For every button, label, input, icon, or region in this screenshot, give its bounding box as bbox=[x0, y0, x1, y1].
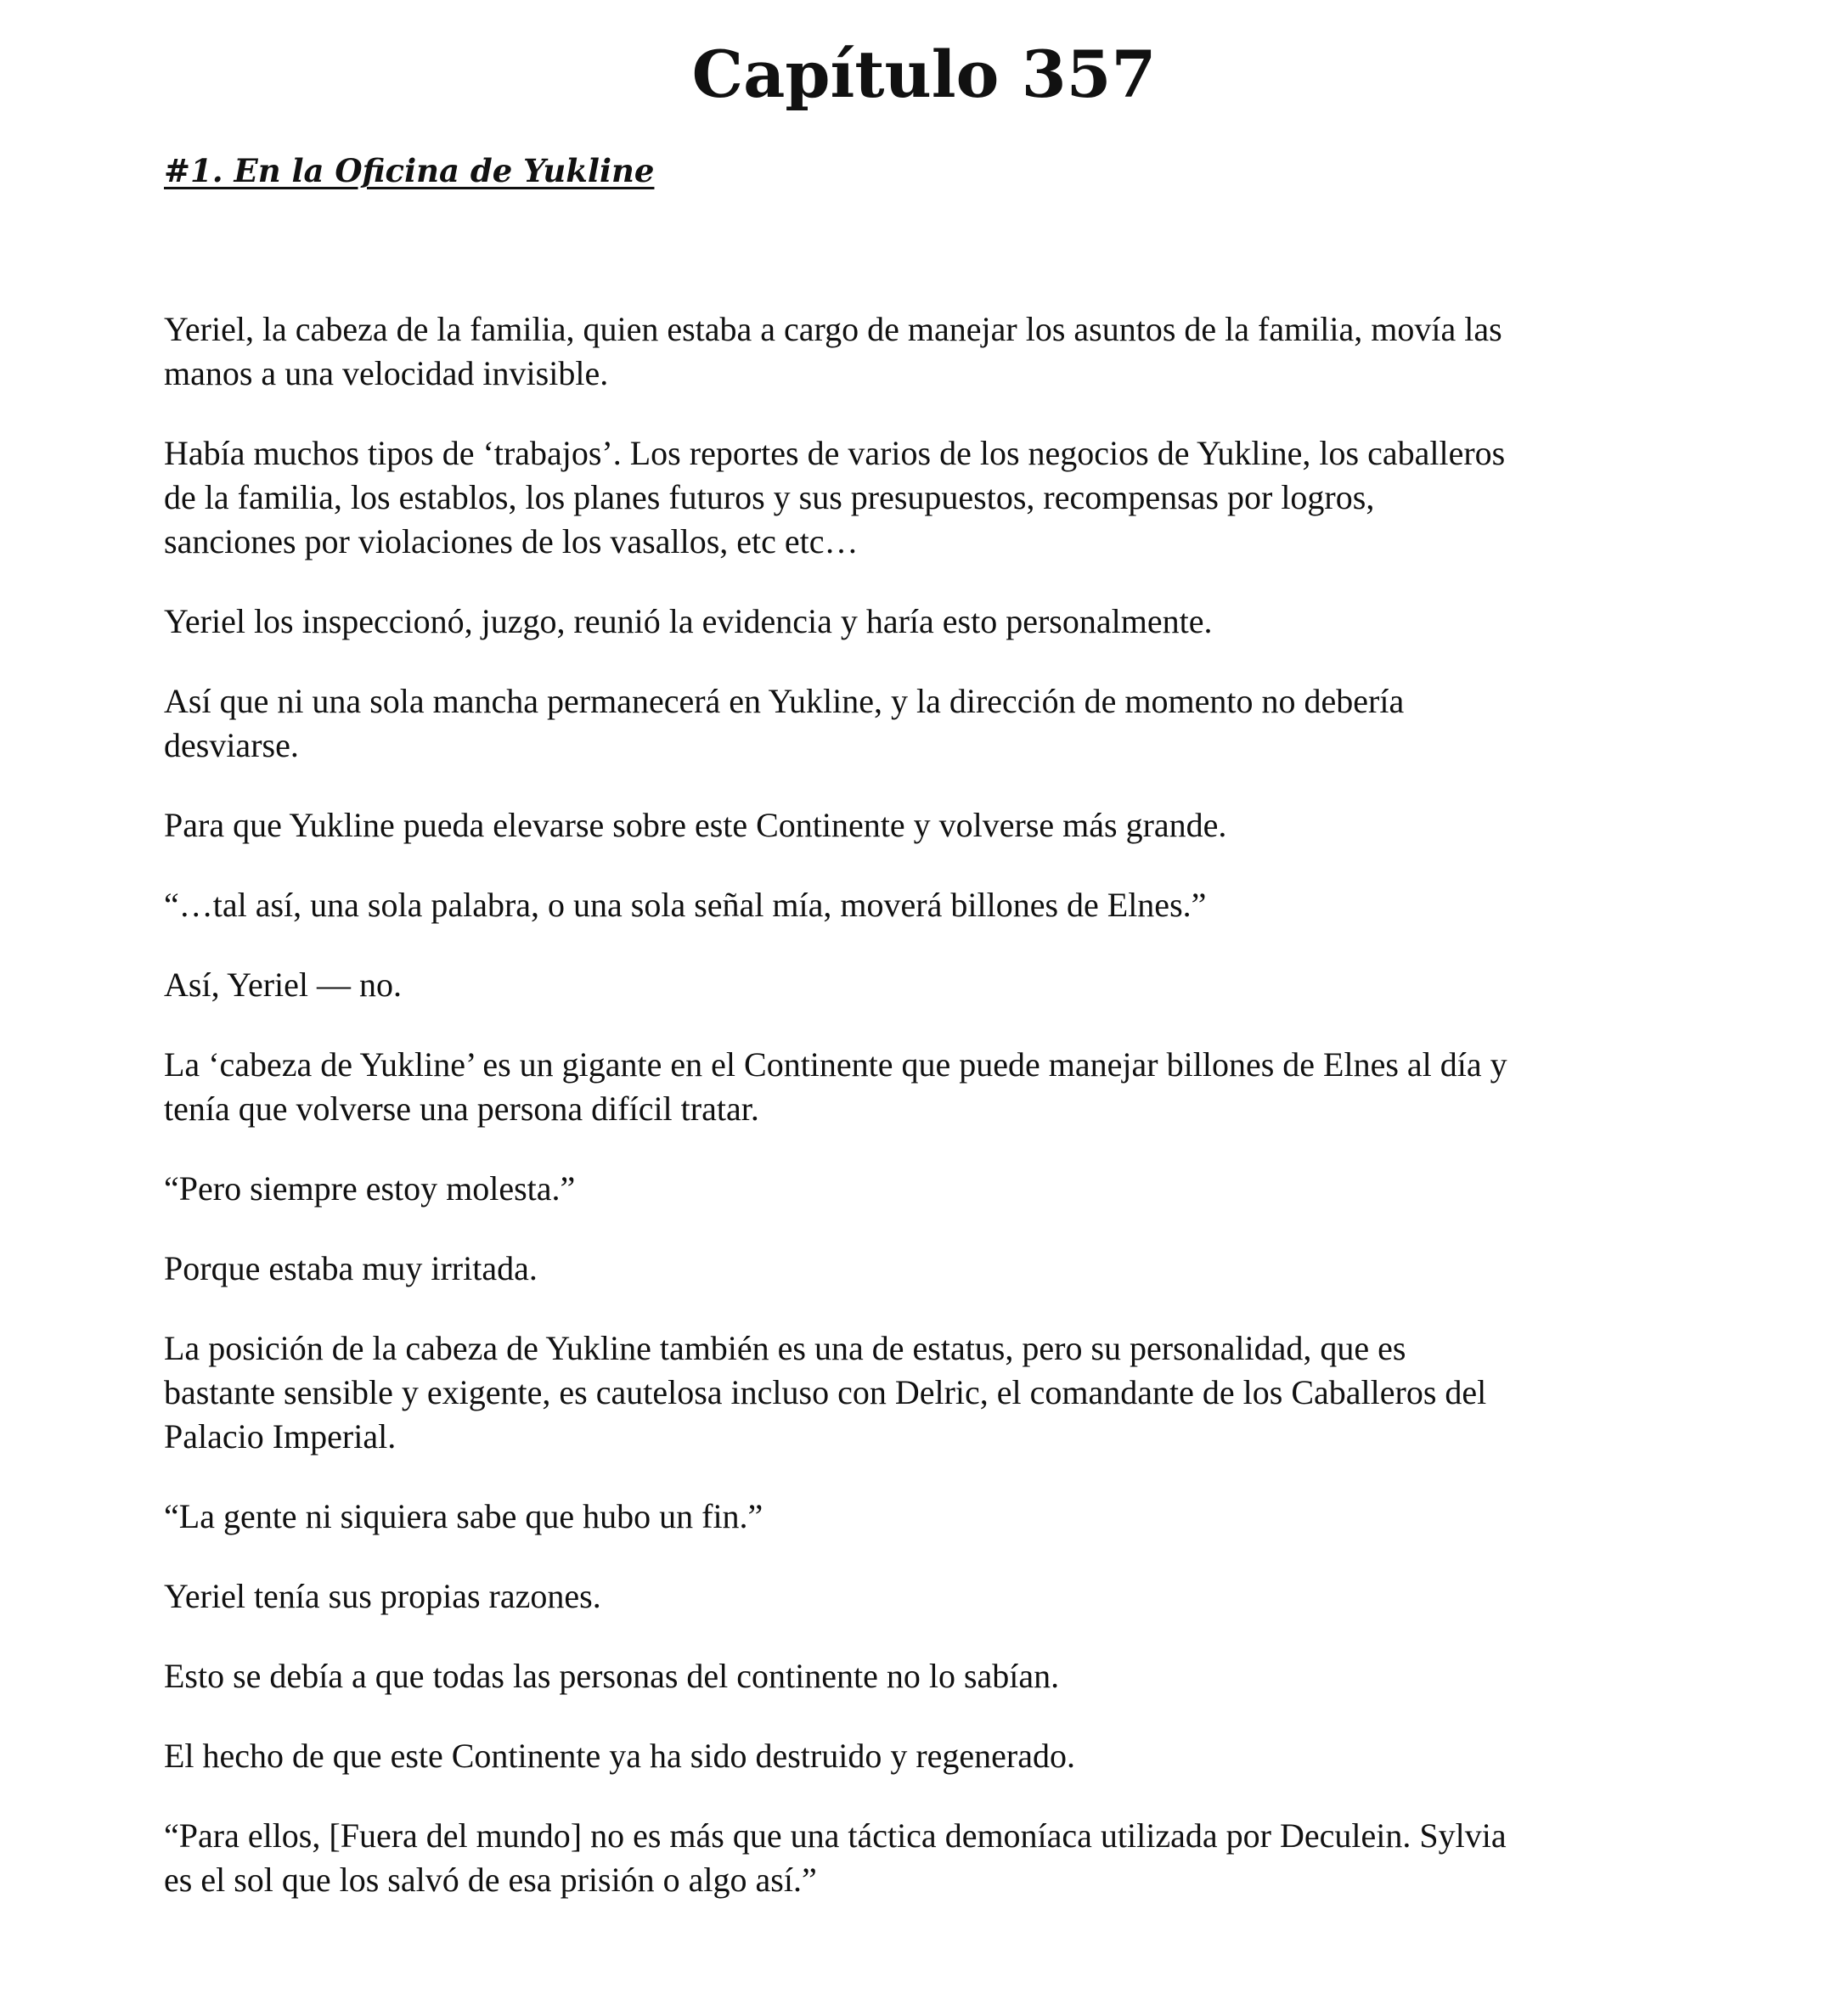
section-subtitle: #1. En la Oficina de Yukline bbox=[164, 152, 655, 189]
paragraph: “La gente ni siquiera sabe que hubo un fin.” bbox=[164, 1497, 763, 1535]
paragraph: Para que Yukline pueda elevarse sobre este Continente y volverse más grande. bbox=[164, 806, 1227, 844]
paragraph: Así, Yeriel — no. bbox=[164, 966, 403, 1004]
document-body bbox=[164, 307, 1693, 1938]
paragraph: “…tal así, una sola palabra, o una sola señal mía, moverá billones de Elnes.” bbox=[164, 886, 1207, 924]
paragraph: Porque estaba muy irritada. bbox=[164, 1249, 538, 1287]
paragraph: La posición de la cabeza de Yukline también es una de estatus, pero su personalidad, que es bastante sensible y exigente, es cautelosa incluso con Delric, el comandante de los Caballeros del Palacio Imperial. bbox=[164, 1329, 1487, 1456]
paragraph: Yeriel tenía sus propias razones. bbox=[164, 1577, 601, 1615]
paragraph: El hecho de que este Continente ya ha sido destruido y regenerado. bbox=[164, 1737, 1075, 1775]
paragraph: “Pero siempre estoy molesta.” bbox=[164, 1169, 576, 1208]
paragraph: “Para ellos, [Fuera del mundo] no es más que una táctica demoníaca utilizada por Deculein. Sylvia es el sol que los salvó de esa prisión o algo así.” bbox=[164, 1816, 1507, 1899]
paragraph: Había muchos tipos de ‘trabajos’. Los reportes de varios de los negocios de Yukline, los caballeros de la familia, los establos, los planes futuros y sus presupuestos, recompensas por logros, sanciones por violaciones de los vasallos, etc etc… bbox=[164, 434, 1506, 560]
paragraph: Yeriel, la cabeza de la familia, quien estaba a cargo de manejar los asuntos de la familia, movía las manos a una velocidad invisible. bbox=[164, 310, 1502, 392]
paragraph: Esto se debía a que todas las personas del continente no lo sabían. bbox=[164, 1657, 1060, 1695]
paragraph: Así que ni una sola mancha permanecerá en Yukline, y la dirección de momento no debería desviarse. bbox=[164, 682, 1405, 764]
paragraph: Yeriel los inspeccionó, juzgo, reunió la evidencia y haría esto personalmente. bbox=[164, 602, 1213, 640]
chapter-title: Capítulo 357 bbox=[691, 37, 1157, 112]
paragraph: La ‘cabeza de Yukline’ es un gigante en el Continente que puede manejar billones de Elnes al día y tenía que volverse una persona difícil tratar. bbox=[164, 1045, 1507, 1128]
